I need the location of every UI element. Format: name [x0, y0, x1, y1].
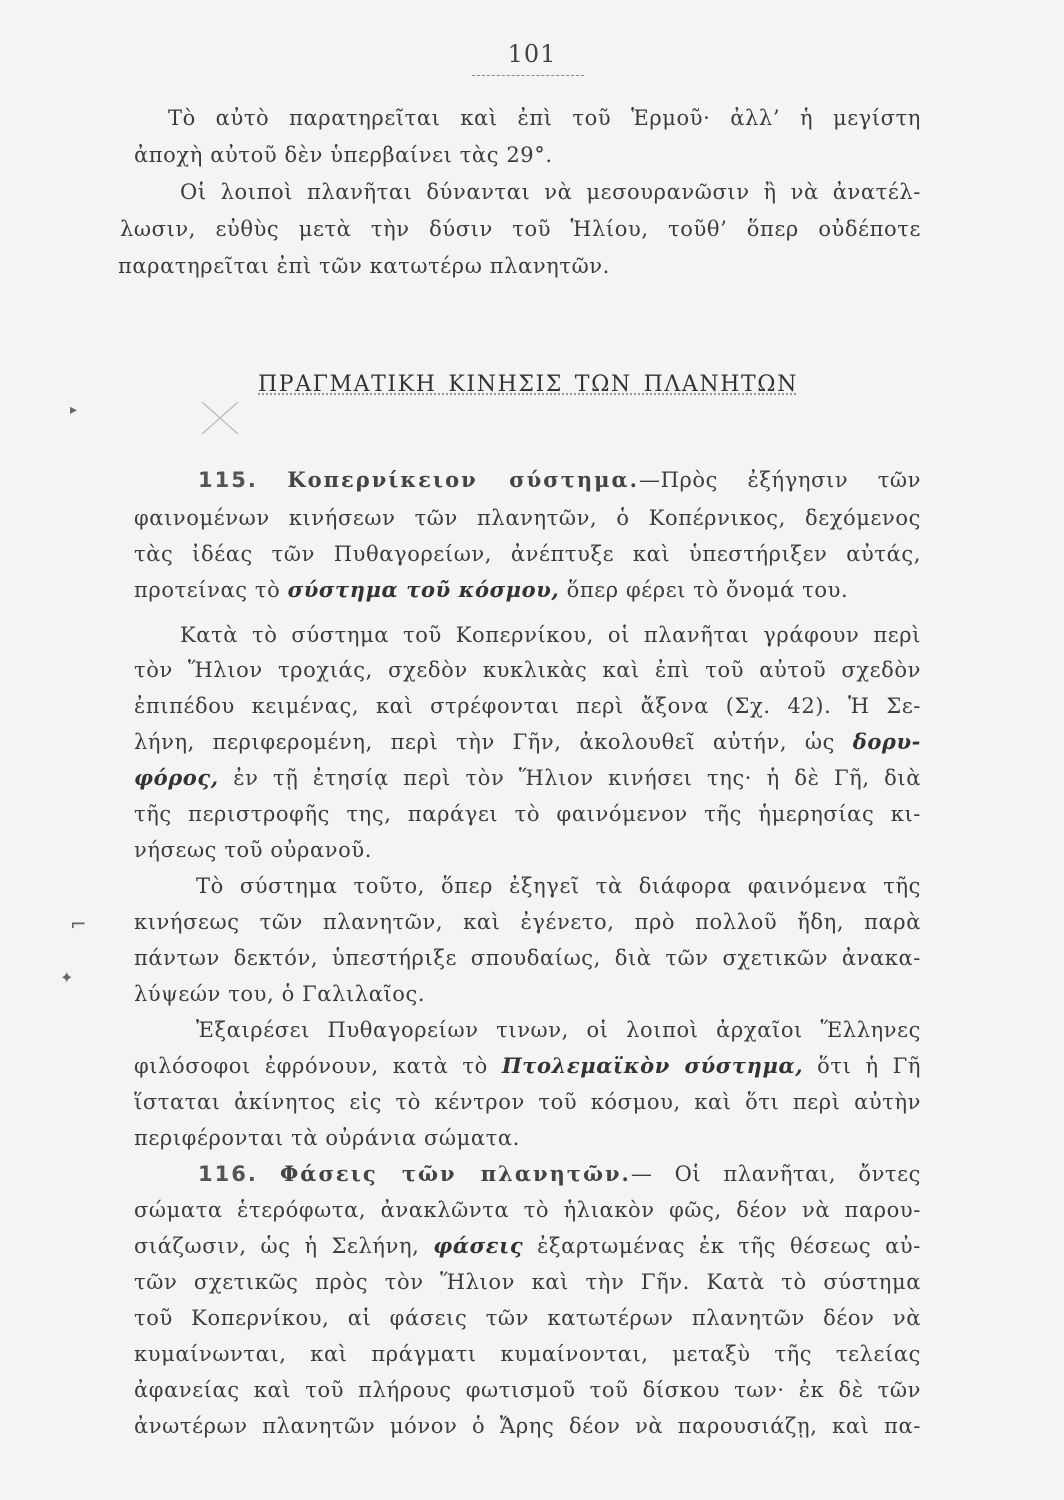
section-115-line-8 [134, 728, 921, 756]
section-115-line-4-post: ὅπερ φέρει τὸ ὄνομά του. [566, 578, 849, 602]
section-115-line-5: Κατὰ τὸ σύστημα τοῦ Κοπερνίκου, οἱ πλανῆται γράφουν περὶ [180, 623, 921, 647]
section-115-line-1-rest: —Πρὸς ἐξήγησιν τῶν [638, 468, 921, 492]
section-116-title: Φάσεις τῶν πλανητῶν. [280, 1161, 631, 1186]
intro-line-4: λωσιν, εὐθὺς μετὰ τὴν δύσιν τοῦ Ἡλίου, τοῦθ’ ὅπερ οὐδέποτε [120, 217, 921, 241]
section-116-line-1-rest: — Οἱ πλανῆται, ὄντες [630, 1162, 921, 1186]
section-115-emphasis-ptolemaic: Πτολεμαϊκὸν σύστημα, [501, 1053, 804, 1078]
section-116-line-8: ἀνωτέρων πλανητῶν μόνον ὁ Ἄρης δέον νὰ παρουσιάζῃ, καὶ πα- [134, 1414, 921, 1438]
section-115-line-14: πάντων δεκτόν, ὑπεστήριξε σπουδαίως, διὰ τῶν σχετικῶν ἀνακα- [134, 946, 921, 970]
section-115-emphasis-satellite: δορυ- [852, 729, 921, 754]
section-115-line-17 [134, 1052, 921, 1080]
section-115-line-4 [134, 576, 848, 604]
section-115-line-18: ἵσταται ἀκίνητος εἰς τὸ κέντρον τοῦ κόσμου, καὶ ὅτι περὶ αὐτὴν [134, 1090, 921, 1114]
intro-line-5: παρατηρεῖται ἐπὶ τῶν κατωτέρω πλανητῶν. [118, 254, 610, 278]
intro-line-1: Τὸ αὐτὸ παρατηρεῖται καὶ ἐπὶ τοῦ Ἑρμοῦ· ἀλλ’ ἡ μεγίστη [168, 106, 921, 130]
section-115-line-3: τὰς ἰδέας τῶν Πυθαγορείων, ἀνέπτυξε καὶ ὑπεστήριξεν αὐτάς, [134, 542, 921, 566]
section-116-line-1 [198, 1160, 921, 1188]
section-115-line-12: Τὸ σύστημα τοῦτο, ὅπερ ἐξηγεῖ τὰ διάφορα φαινόμενα τῆς [196, 874, 921, 898]
section-115-line-4-pre: προτείνας τὸ [134, 578, 281, 602]
section-116-line-6: κυμαίνωνται, καὶ πράγματι κυμαίνονται, μεταξὺ τῆς τελείας [134, 1342, 921, 1366]
section-115-line-7: ἐπιπέδου κειμένας, καὶ στρέφονται περὶ ἄξονα (Σχ. 42). Ἡ Σε- [134, 694, 921, 718]
chapter-heading: ΠΡΑΓΜΑΤΙΚΗ ΚΙΝΗΣΙΣ ΤΩΝ ΠΛΑΝΗΤΩΝ [258, 372, 798, 397]
section-115-emphasis-system: σύστημα τοῦ κόσμου, [287, 577, 560, 602]
section-115-line-8-pre: λήνη, περιφερομένη, περὶ τὴν Γῆν, ἀκολουθεῖ αὐτήν, ὡς [134, 730, 835, 754]
section-115-line-2: φαινομένων κινήσεων τῶν πλανητῶν, ὁ Κοπέρνικος, δεχόμενος [134, 506, 921, 530]
intro-line-2: ἀποχὴ αὐτοῦ δὲν ὑπερβαίνει τὰς 29°. [134, 143, 553, 167]
section-116-emphasis-phases: φάσεις [433, 1233, 524, 1258]
margin-bracket-icon: ⌐ [70, 912, 87, 936]
section-115-line-17-pre: φιλόσοφοι ἐφρόνουν, κατὰ τὸ [134, 1054, 488, 1078]
section-115-number: 115. [198, 468, 258, 492]
section-115-line-9-post: ἐν τῇ ἐτησίᾳ περὶ τὸν Ἥλιον κινήσει της· ἡ δὲ Γῆ, διὰ [233, 766, 921, 790]
section-116-line-2: σώματα ἑτερόφωτα, ἀνακλῶντα τὸ ἡλιακὸν φῶς, δέον νὰ παρου- [134, 1198, 921, 1222]
section-115-title: Κοπερνίκειον σύστημα. [287, 467, 639, 492]
section-115-line-13: κινήσεως τῶν πλανητῶν, καὶ ἐγένετο, πρὸ πολλοῦ ἤδη, παρὰ [134, 910, 921, 934]
section-115-line-16: Ἐξαιρέσει Πυθαγορείων τινων, οἱ λοιποὶ ἀρχαῖοι Ἕλληνες [196, 1018, 921, 1042]
intro-line-3: Οἱ λοιποὶ πλανῆται δύνανται νὰ μεσουρανῶσιν ἢ νὰ ἀνατέλ- [180, 180, 921, 204]
section-115-line-9 [134, 764, 921, 792]
pencil-cross-mark-icon [198, 398, 242, 438]
section-116-line-3-post: ἐξαρτωμένας ἐκ τῆς θέσεως αὐ- [537, 1234, 921, 1258]
page-number-rule [472, 75, 584, 76]
section-116-line-4: τῶν σχετικῶς πρὸς τὸν Ἥλιον καὶ τὴν Γῆν. Κατὰ τὸ σύστημα [134, 1270, 921, 1294]
section-116-line-3 [134, 1232, 921, 1260]
section-115-line-15: λύψεών του, ὁ Γαλιλαῖος. [134, 982, 426, 1006]
section-115-line-6: τὸν Ἥλιον τροχιάς, σχεδὸν κυκλικὰς καὶ ἐπὶ τοῦ αὐτοῦ σχεδὸν [134, 658, 921, 682]
section-116-line-7: ἀφανείας καὶ τοῦ πλήρους φωτισμοῦ τοῦ δίσκου των· ἐκ δὲ τῶν [134, 1378, 921, 1402]
section-115-line-11: νήσεως τοῦ οὐρανοῦ. [134, 838, 373, 862]
section-116-number: 116. [198, 1162, 258, 1186]
margin-star-icon: ✦ [60, 968, 74, 987]
margin-dot-icon: ▸ [70, 402, 78, 418]
section-115-line-17-post: ὅτι ἡ Γῆ [817, 1054, 921, 1078]
section-116-line-5: τοῦ Κοπερνίκου, αἱ φάσεις τῶν κατωτέρων πλανητῶν δέον νὰ [134, 1306, 921, 1330]
section-115-line-19: περιφέρονται τὰ οὐράνια σώματα. [134, 1126, 520, 1150]
page-number: 101 [507, 40, 557, 68]
section-115-line-10: τῆς περιστροφῆς της, παράγει τὸ φαινόμενον τῆς ἡμερησίας κι- [134, 802, 921, 826]
section-116-line-3-pre: σιάζωσιν, ὡς ἡ Σελήνη, [134, 1234, 420, 1258]
section-115-line-1 [198, 466, 921, 494]
section-115-emphasis-satellite-end: φόρος, [134, 765, 219, 790]
